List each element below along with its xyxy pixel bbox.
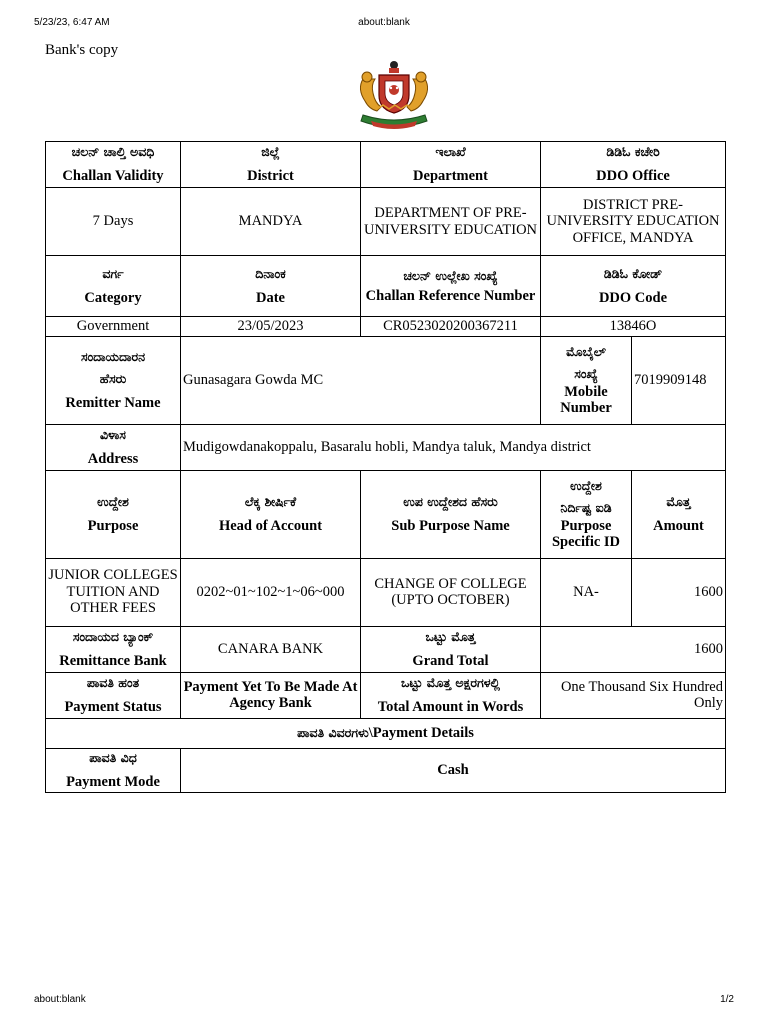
payment-status-value: Payment Yet To Be Made At Agency Bank xyxy=(181,672,361,718)
mobile-number-value: 7019909148 xyxy=(632,336,726,424)
remittance-bank-label: ಸಂದಾಯದ ಬ್ಯಾಂಕ್ Remittance Bank xyxy=(46,626,181,672)
date-value: 23/05/2023 xyxy=(181,317,361,337)
karnataka-state-emblem-icon xyxy=(355,59,433,131)
copy-label: Bank's copy xyxy=(45,42,119,58)
purpose-value: JUNIOR COLLEGES TUITION AND OTHER FEES xyxy=(46,558,181,626)
purpose-label: ಉದ್ದೇಶ Purpose xyxy=(46,470,181,558)
head-of-account-value: 0202~01~102~1~06~000 xyxy=(181,558,361,626)
remitter-name-value: Gunasagara Gowda MC xyxy=(181,336,541,424)
payment-details-header: ಪಾವತಿ ವಿವರಗಳು\Payment Details xyxy=(46,718,726,748)
department-label: ಇಲಾಖೆ Department xyxy=(361,142,541,188)
amount-value: 1600 xyxy=(632,558,726,626)
sub-purpose-name-label: ಉಪ ಉದ್ದೇಶದ ಹೆಸರು Sub Purpose Name xyxy=(361,470,541,558)
payment-mode-value: Cash xyxy=(181,748,726,792)
challan-validity-label: ಚಲನ್ ಚಾಲ್ತಿ ಅವಧಿ Challan Validity xyxy=(46,142,181,188)
print-url-header: about:blank xyxy=(358,17,410,28)
department-value: DEPARTMENT OF PRE-UNIVERSITY EDUCATION xyxy=(361,188,541,256)
address-label: ವಿಳಾಸ Address xyxy=(46,424,181,470)
address-value: Mudigowdanakoppalu, Basaralu hobli, Mandya taluk, Mandya district xyxy=(181,424,726,470)
amount-label: ಮೊತ್ತ Amount xyxy=(632,470,726,558)
ddo-office-label: ಡಿಡಿಓ ಕಚೇರಿ DDO Office xyxy=(541,142,726,188)
date-label: ದಿನಾಂಕ Date xyxy=(181,256,361,317)
remittance-bank-value: CANARA BANK xyxy=(181,626,361,672)
page-number: 1/2 xyxy=(720,994,734,1005)
remitter-name-label: ಸಂದಾಯದಾರನ ಹೆಸರು Remitter Name xyxy=(46,336,181,424)
challan-reference-value: CR0523020200367211 xyxy=(361,317,541,337)
payment-status-label: ಪಾವತಿ ಹಂತ Payment Status xyxy=(46,672,181,718)
sub-purpose-name-value: CHANGE OF COLLEGE (UPTO OCTOBER) xyxy=(361,558,541,626)
ddo-code-value: 13846O xyxy=(541,317,726,337)
purpose-specific-id-value: NA- xyxy=(541,558,632,626)
grand-total-value: 1600 xyxy=(541,626,726,672)
print-datetime: 5/23/23, 6:47 AM xyxy=(34,17,110,28)
district-value: MANDYA xyxy=(181,188,361,256)
category-value: Government xyxy=(46,317,181,337)
ddo-office-value: DISTRICT PRE-UNIVERSITY EDUCATION OFFICE, MANDYA xyxy=(541,188,726,256)
total-amount-words-value: One Thousand Six Hundred Only xyxy=(541,672,726,718)
total-amount-words-label: ಒಟ್ಟು ಮೊತ್ತ ಅಕ್ಷರಗಳಲ್ಲಿ Total Amount in Words xyxy=(361,672,541,718)
head-of-account-label: ಲೆಕ್ಕ ಶೀರ್ಷಿಕೆ Head of Account xyxy=(181,470,361,558)
ddo-code-label: ಡಿಡಿಓ ಕೋಡ್ DDO Code xyxy=(541,256,726,317)
challan-validity-value: 7 Days xyxy=(46,188,181,256)
challan-table xyxy=(45,141,726,793)
payment-mode-label: ಪಾವತಿ ವಿಧ Payment Mode xyxy=(46,748,181,792)
challan-reference-label: ಚಲನ್ ಉಲ್ಲೇಖ ಸಂಖ್ಯೆ Challan Reference Number xyxy=(361,256,541,317)
purpose-specific-id-label: ಉದ್ದೇಶ ನಿರ್ದಿಷ್ಟ ಐಡಿ Purpose Specific ID xyxy=(541,470,632,558)
print-url-footer: about:blank xyxy=(34,994,86,1005)
grand-total-label: ಒಟ್ಟು ಮೊತ್ತ Grand Total xyxy=(361,626,541,672)
category-label: ವರ್ಗ Category xyxy=(46,256,181,317)
district-label: ಜಿಲ್ಲೆ District xyxy=(181,142,361,188)
mobile-number-label: ಮೊಬೈಲ್ ಸಂಖ್ಯೆ Mobile Number xyxy=(541,336,632,424)
